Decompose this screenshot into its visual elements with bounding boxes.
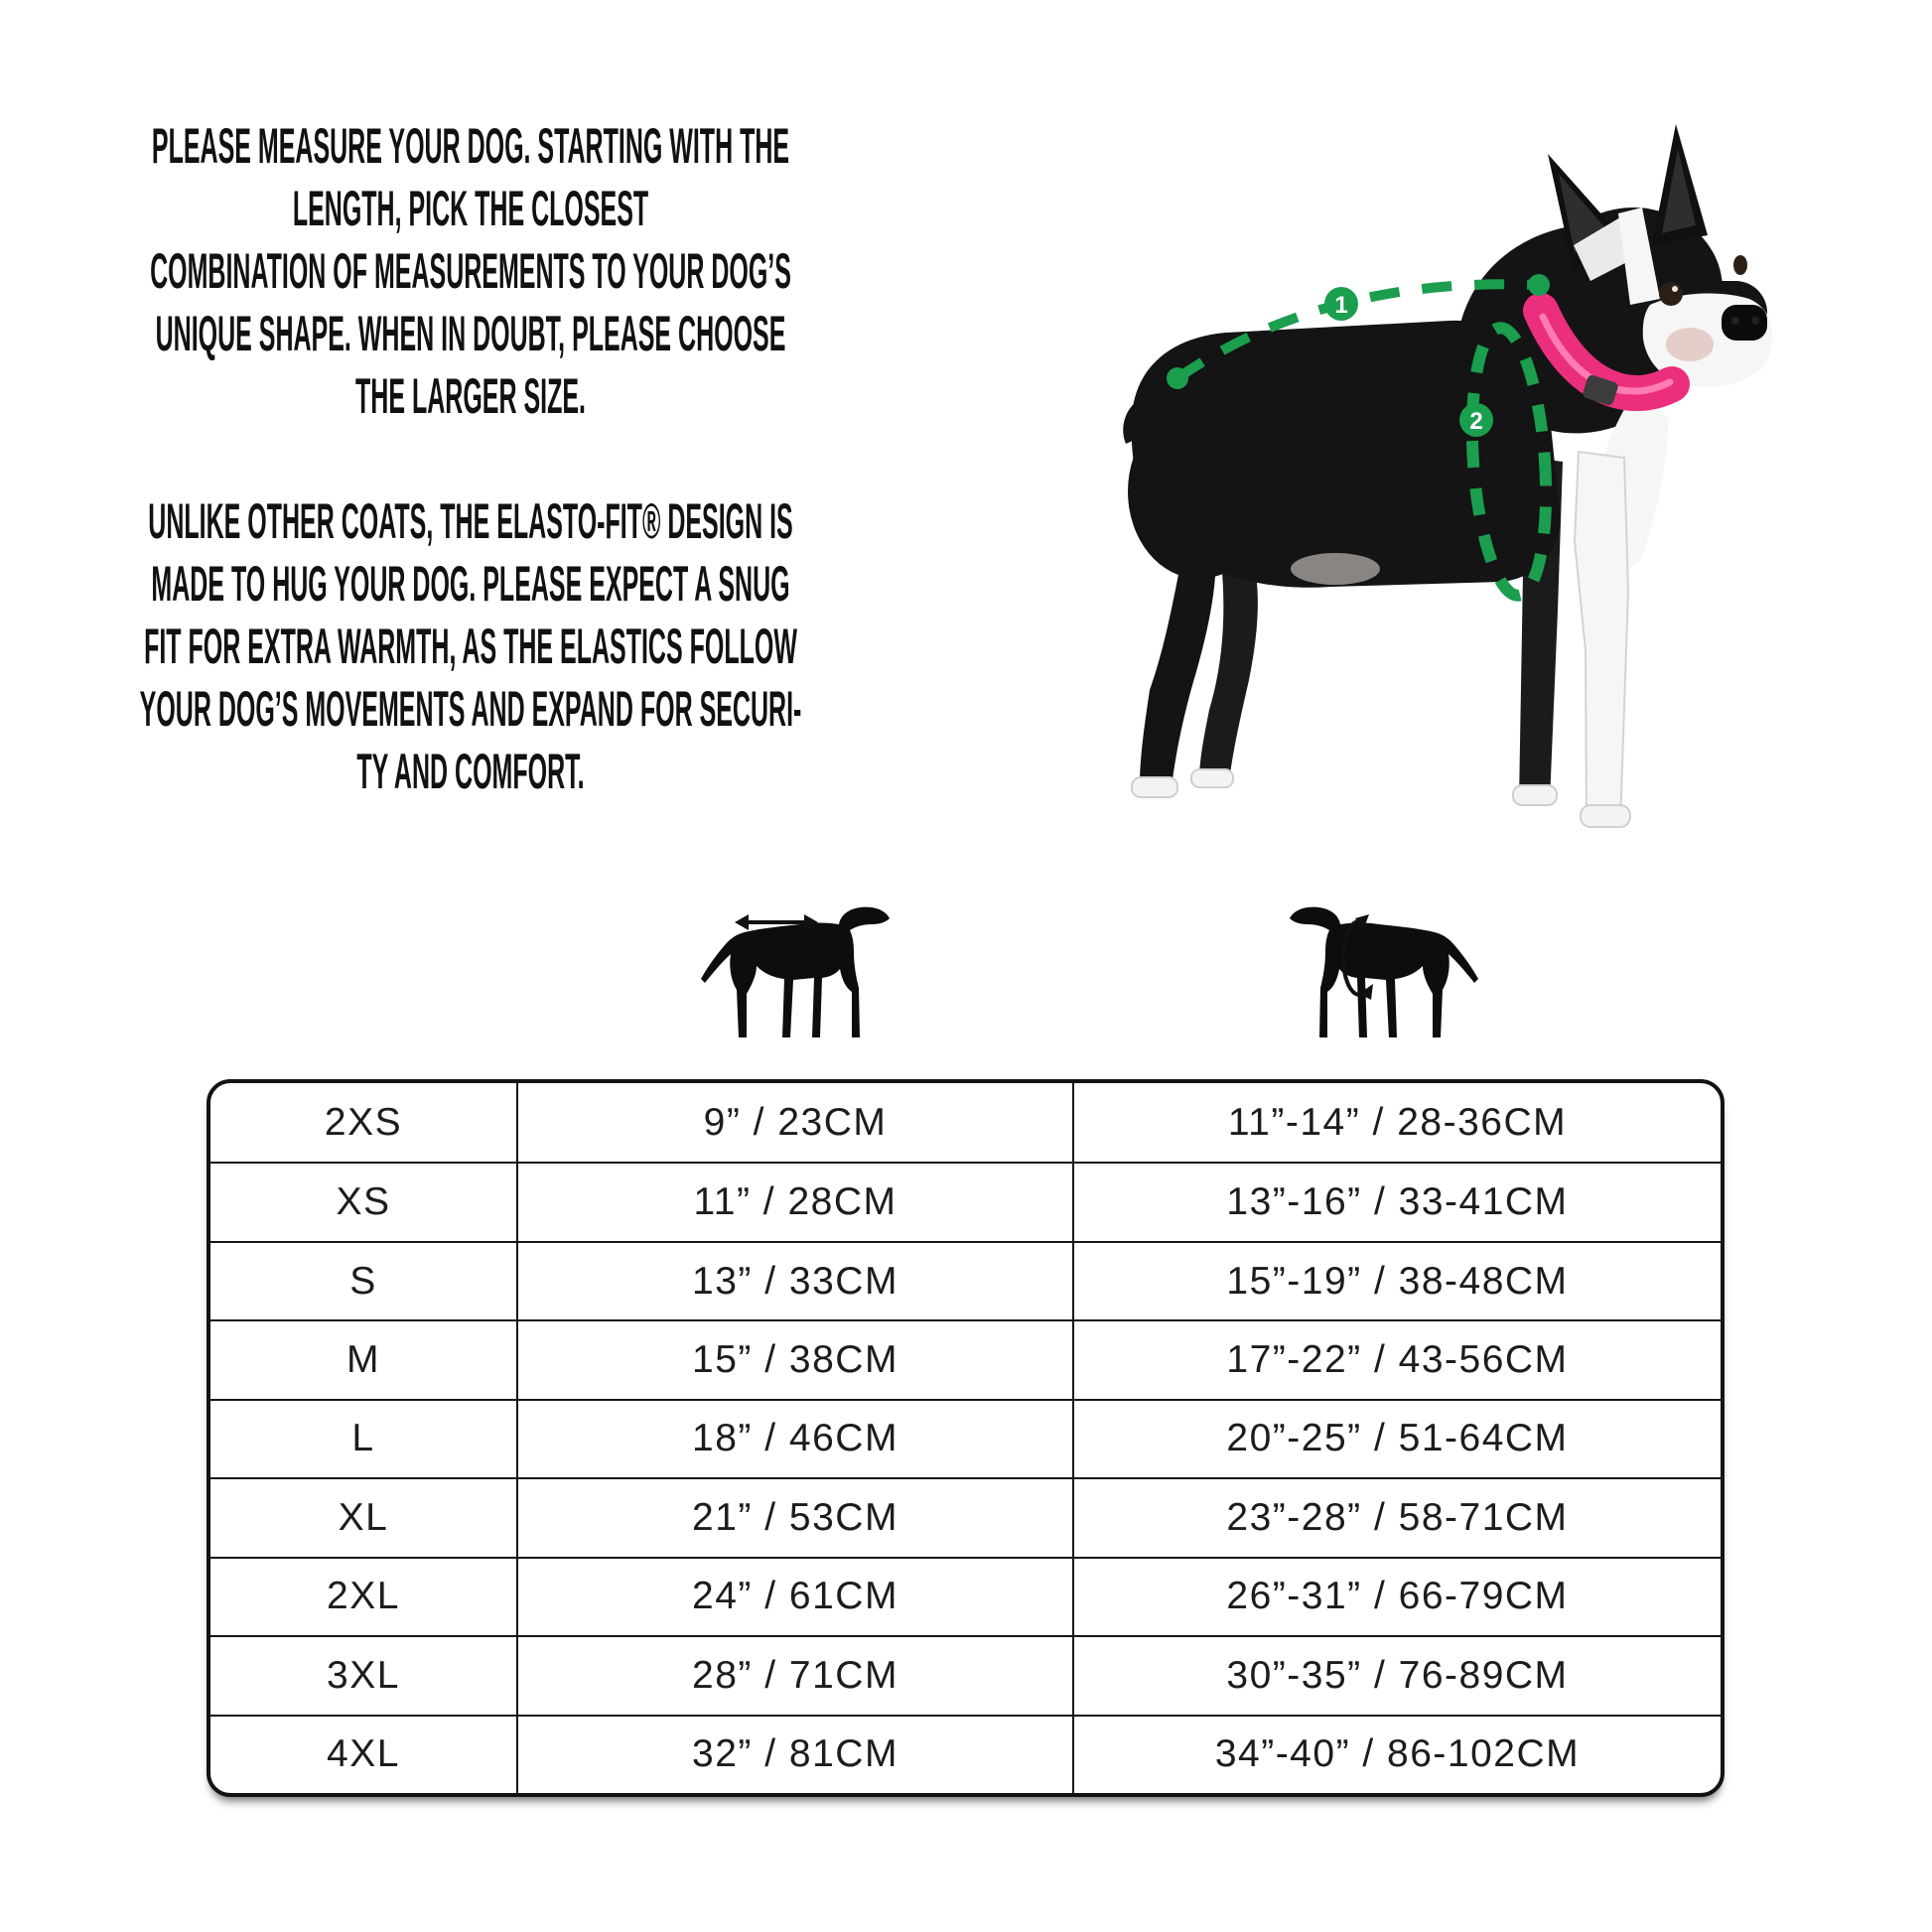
sizing-instructions — [123, 115, 818, 803]
length-value-cell: 28” / 71CM — [516, 1635, 1072, 1714]
girth-value-cell: 17”-22” / 43-56CM — [1072, 1319, 1721, 1398]
measure-badge-1 — [1324, 287, 1358, 321]
size-label-cell: S — [210, 1241, 516, 1319]
girth-value-cell: 11”-14” / 28-36CM — [1072, 1083, 1721, 1162]
girth-value-cell: 26”-31” / 66-79CM — [1072, 1557, 1721, 1635]
svg-text:2: 2 — [1469, 408, 1483, 435]
instruction-line: THE LARGER SIZE. — [355, 368, 586, 424]
instruction-line: TY AND COMFORT. — [356, 744, 585, 799]
measure-badge-2 — [1459, 403, 1493, 437]
length-line-start-dot — [1167, 367, 1188, 389]
dog-near-eye-glint — [1672, 286, 1678, 292]
dog-hind-thigh — [1128, 404, 1271, 579]
instruction-line: UNLIKE OTHER COATS, THE ELASTO-FIT® DESIGN IS — [148, 493, 793, 549]
dog-length-silhouette-icon — [695, 889, 903, 1047]
size-label-cell: 2XL — [210, 1557, 516, 1635]
dog-far-front-paw — [1513, 785, 1557, 805]
instruction-line: COMBINATION OF MEASUREMENTS TO YOUR DOG’S — [150, 243, 791, 299]
instruction-line: YOUR DOG’S MOVEMENTS AND EXPAND FOR SECURI- — [139, 681, 802, 737]
dog-near-front-leg — [1575, 452, 1628, 824]
instruction-line: FIT FOR EXTRA WARMTH, AS THE ELASTICS FOLLOW — [144, 619, 797, 674]
length-value-cell: 24” / 61CM — [516, 1557, 1072, 1635]
dog-girth-silhouette-icon — [1276, 889, 1484, 1047]
dog-nostril — [1731, 317, 1739, 325]
dog-nose — [1722, 305, 1767, 341]
measure-instructions-paragraph — [123, 115, 818, 428]
dog-measurement-photo — [1033, 94, 1787, 849]
dog-far-hind-paw — [1191, 769, 1233, 787]
size-label-cell: XL — [210, 1477, 516, 1556]
size-label-cell: L — [210, 1399, 516, 1477]
instruction-line: UNIQUE SHAPE. WHEN IN DOUBT, PLEASE CHOOSE — [155, 306, 786, 361]
dog-nostril — [1751, 317, 1759, 325]
dog-far-eye — [1733, 255, 1747, 275]
girth-value-cell: 15”-19” / 38-48CM — [1072, 1241, 1721, 1319]
elasto-fit-paragraph — [123, 490, 818, 803]
instruction-line: LENGTH, PICK THE CLOSEST — [292, 181, 649, 236]
size-label-cell: M — [210, 1319, 516, 1398]
length-value-cell: 11” / 28CM — [516, 1162, 1072, 1240]
size-label-cell: 3XL — [210, 1635, 516, 1714]
size-label-cell: XS — [210, 1162, 516, 1240]
dog-muzzle-pink-speckle — [1666, 328, 1714, 361]
length-line-end-dot — [1528, 274, 1550, 296]
length-value-cell: 18” / 46CM — [516, 1399, 1072, 1477]
girth-value-cell: 13”-16” / 33-41CM — [1072, 1162, 1721, 1240]
length-value-cell: 9” / 23CM — [516, 1083, 1072, 1162]
length-value-cell: 32” / 81CM — [516, 1715, 1072, 1793]
dog-near-hind-paw — [1132, 777, 1177, 797]
size-label-cell: 4XL — [210, 1715, 516, 1793]
svg-text:1: 1 — [1334, 292, 1348, 319]
dog-silhouette — [701, 907, 890, 1037]
instruction-line: PLEASE MEASURE YOUR DOG. STARTING WITH THE — [151, 118, 790, 174]
girth-value-cell: 34”-40” / 86-102CM — [1072, 1715, 1721, 1793]
girth-value-cell: 20”-25” / 51-64CM — [1072, 1399, 1721, 1477]
dog-silhouette — [1290, 907, 1478, 1037]
girth-value-cell: 30”-35” / 76-89CM — [1072, 1635, 1721, 1714]
size-label-cell: 2XS — [324, 1100, 403, 1144]
girth-value-cell: 23”-28” / 58-71CM — [1072, 1477, 1721, 1556]
length-value-cell: 15” / 38CM — [516, 1319, 1072, 1398]
dog-near-eye — [1659, 282, 1683, 306]
dog-near-front-paw — [1581, 805, 1630, 827]
dog-belly-patch — [1291, 553, 1380, 585]
size-table — [207, 1079, 1725, 1797]
length-value-cell: 13” / 33CM — [516, 1241, 1072, 1319]
length-value-cell: 21” / 53CM — [516, 1477, 1072, 1556]
instruction-line: MADE TO HUG YOUR DOG. PLEASE EXPECT A SNUG — [151, 556, 790, 612]
